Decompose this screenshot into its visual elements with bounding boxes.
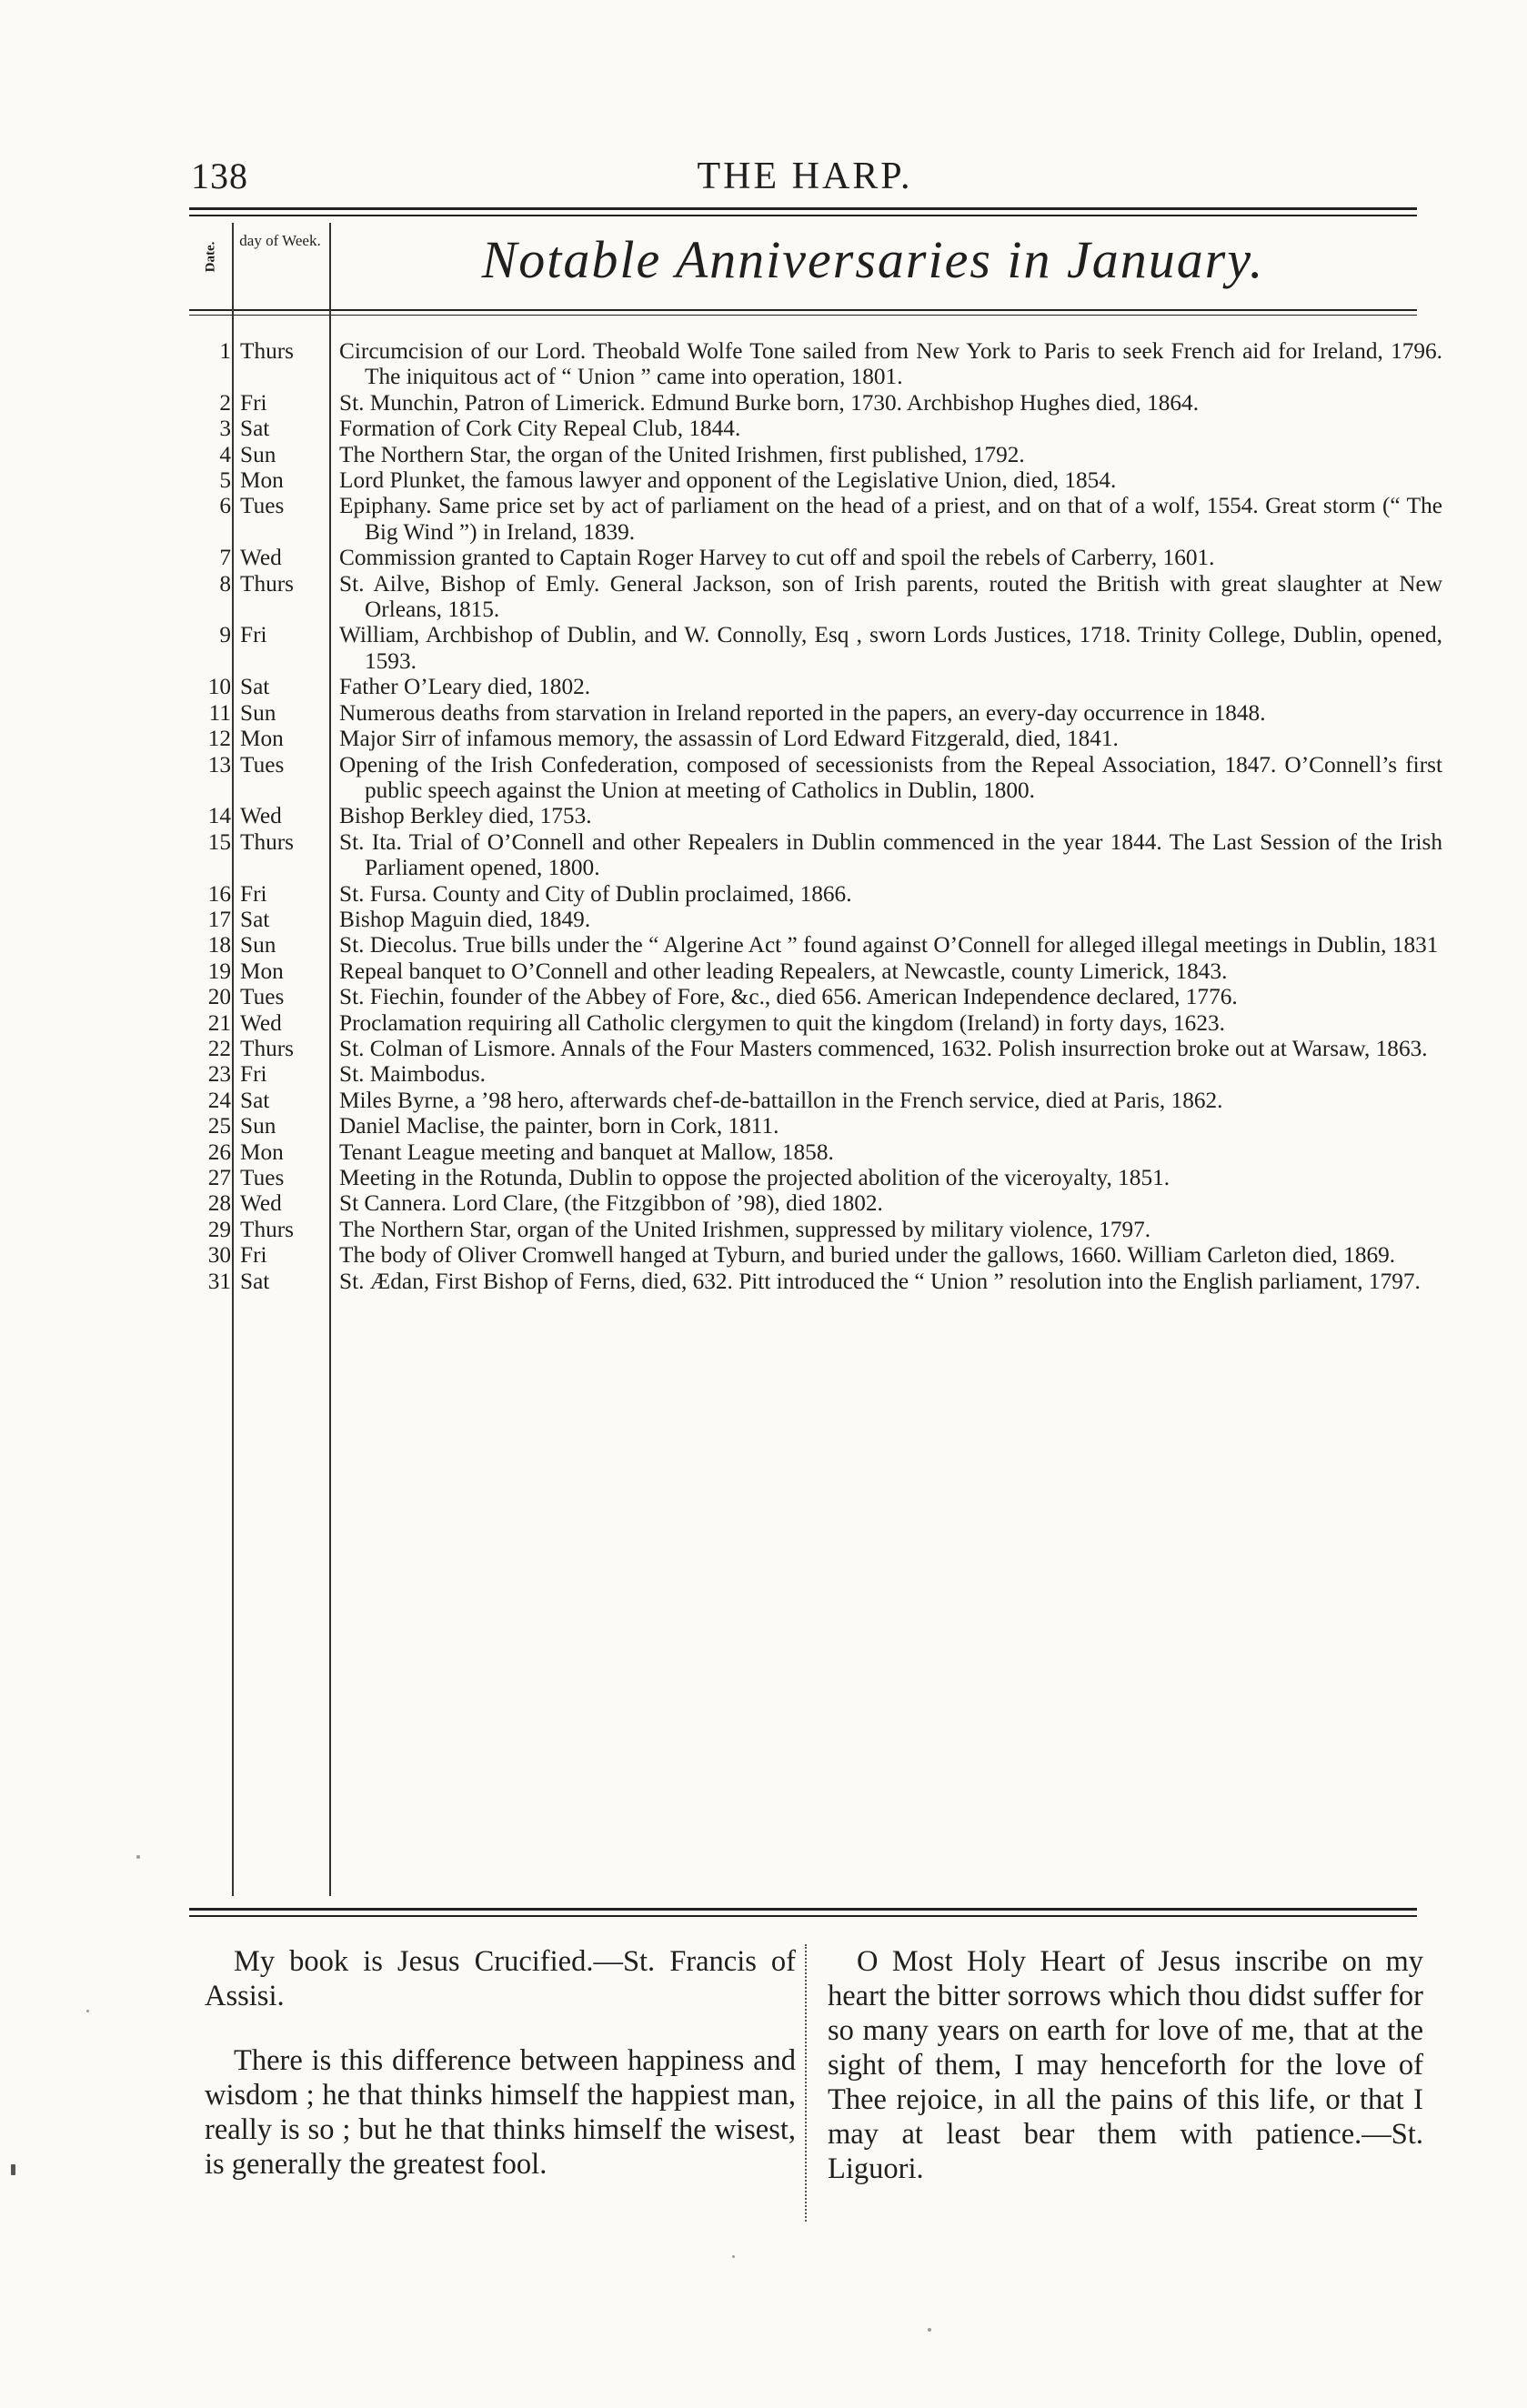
- running-title: THE HARP.: [697, 156, 913, 197]
- anniversary-entry: [189, 984, 1417, 1009]
- header-rule-bottom: [189, 215, 1417, 216]
- entry-date: 8: [219, 570, 231, 597]
- entry-date: 24: [207, 1087, 231, 1113]
- entry-day-of-week: Wed: [240, 1190, 282, 1217]
- entry-day-of-week: Wed: [240, 545, 282, 571]
- entry-text: Bishop Berkley died, 1753.: [339, 803, 592, 829]
- entry-text: Major Sirr of infamous memory, the assassin of Lord Edward Fitzgerald, died, 1841.: [339, 726, 1119, 752]
- entry-day-of-week: Sat: [240, 416, 270, 442]
- entry-day-of-week: Fri: [240, 880, 267, 907]
- entry-day-of-week: Mon: [240, 958, 284, 984]
- entry-date: 21: [207, 1009, 231, 1036]
- table-title: Notable Anniversaries in January.: [481, 230, 1265, 289]
- entry-text: The body of Oliver Cromwell hanged at Tyburn, and buried under the gallows, 1660. William Carleton died, 1869.: [339, 1242, 1396, 1269]
- anniversary-entry: [189, 1139, 1417, 1165]
- anniversary-entry: [189, 751, 1442, 804]
- header-rule-top: [189, 207, 1417, 210]
- entry-day-of-week: Sat: [240, 674, 270, 700]
- entry-day-of-week: Thurs: [240, 570, 295, 597]
- anniversary-entry: [189, 1165, 1417, 1190]
- entry-date: 9: [219, 622, 231, 648]
- anniversary-entry: [189, 1190, 1417, 1216]
- anniversary-entry: [189, 803, 1417, 828]
- entry-date: 7: [219, 545, 231, 571]
- entry-text: Formation of Cork City Repeal Club, 1844.: [339, 416, 741, 442]
- anniversary-entry: [189, 828, 1442, 881]
- table-header-rule: [189, 309, 1417, 311]
- entry-date: 18: [207, 932, 231, 958]
- anniversary-entry: [189, 932, 1439, 958]
- entry-text: St. Diecolus. True bills under the “ Algerine Act ” found against O’Connell for alleged illegal meetings in Dublin, 1831: [339, 932, 1439, 958]
- entry-text: Numerous deaths from starvation in Ireland reported in the papers, an every-day occurrence in 1848.: [339, 699, 1266, 726]
- entry-text: Opening of the Irish Confederation, composed of secessionists from the Repeal Association, 1847. O’Connell’s first public speech against the Union at meeting of Catholics in Dublin, 1800.: [339, 751, 1442, 803]
- table-header-rule-lower: [189, 315, 1417, 316]
- quotes-column-divider: [805, 1944, 807, 2222]
- entry-day-of-week: Sat: [240, 1087, 270, 1113]
- footer-rule-top: [189, 1908, 1417, 1911]
- anniversary-entry: [189, 1061, 1417, 1087]
- entry-day-of-week: Fri: [240, 1061, 267, 1088]
- entry-day-of-week: Tues: [240, 493, 285, 519]
- entry-day-of-week: Fri: [240, 389, 267, 416]
- entry-date: 29: [207, 1216, 231, 1242]
- entry-text: Commission granted to Captain Roger Harvey to cut off and spoil the rebels of Carberry, 1601.: [339, 545, 1215, 571]
- entry-date: 5: [219, 467, 231, 494]
- anniversary-entry: [189, 622, 1442, 674]
- print-speck: [86, 2010, 89, 2012]
- entry-text: The Northern Star, the organ of the United Irishmen, first published, 1792.: [339, 441, 1025, 467]
- entry-text: St. Maimbodus.: [339, 1061, 486, 1088]
- entry-date: 28: [207, 1190, 231, 1217]
- quote-column-right: [828, 1944, 1423, 2186]
- entry-date: 15: [207, 828, 231, 855]
- entry-date: 11: [208, 699, 231, 726]
- entry-text: Lord Plunket, the famous lawyer and opponent of the Legislative Union, died, 1854.: [339, 467, 1117, 494]
- quote-st-liguori: O Most Holy Heart of Jesus inscribe on my heart the bitter sorrows which thou didst suffer for so many years on earth for love of me, that at the sight of them, I may henceforth for the love of Thee rejoice, in all the pains of this life, or that I may at least bear them with patience.—St. Liguori.: [828, 1945, 1423, 2185]
- entry-date: 4: [219, 441, 231, 467]
- quote-happiness-wisdom: There is this difference between happiness and wisdom ; he that thinks himself the happiest man, really is so ; but he that thinks himself the wisest, is generally the greatest fool.: [205, 2044, 796, 2181]
- entry-day-of-week: Sun: [240, 1113, 276, 1139]
- entry-date: 13: [207, 751, 231, 778]
- print-speck: [136, 1855, 140, 1859]
- entry-text: St. Munchin, Patron of Limerick. Edmund Burke born, 1730. Archbishop Hughes died, 1864.: [339, 389, 1200, 416]
- entry-text: Proclamation requiring all Catholic clergymen to quit the kingdom (Ireland) in forty days, 1623.: [339, 1009, 1225, 1036]
- anniversary-entry: [189, 390, 1417, 416]
- entry-day-of-week: Thurs: [240, 1035, 295, 1061]
- entry-date: 16: [207, 880, 231, 907]
- entry-text: St. Ita. Trial of O’Connell and other Repealers in Dublin commenced in the year 1844. The Last Session of the Irish Parliament opened, 1800.: [339, 828, 1442, 881]
- entry-text: Epiphany. Same price set by act of parliament on the head of a priest, and on that of a wolf, 1554. Great storm (“ The Big Wind ”) in Ireland, 1839.: [339, 493, 1442, 545]
- entry-day-of-week: Thurs: [240, 338, 295, 364]
- entry-text: The Northern Star, organ of the United Irishmen, suppressed by military violence, 1797.: [339, 1216, 1151, 1242]
- print-speck: [928, 2328, 931, 2332]
- anniversary-entry: [189, 1242, 1417, 1268]
- anniversary-entry: [189, 674, 1417, 699]
- entry-day-of-week: Tues: [240, 1165, 285, 1190]
- entry-date: 14: [207, 803, 231, 829]
- anniversary-entry: [189, 442, 1417, 467]
- anniversary-entry: [189, 570, 1442, 623]
- entry-text: Daniel Maclise, the painter, born in Cork, 1811.: [339, 1113, 779, 1139]
- entry-date: 12: [207, 726, 231, 752]
- quote-st-francis: My book is Jesus Crucified.—St. Francis of Assisi.: [205, 1945, 796, 2012]
- page-number: 138: [191, 156, 248, 196]
- anniversary-entry: [189, 1217, 1417, 1242]
- anniversary-entry: [189, 545, 1417, 570]
- entry-day-of-week: Sun: [240, 441, 276, 467]
- anniversary-entry: [189, 1035, 1428, 1061]
- anniversary-entry: [189, 1088, 1417, 1113]
- entry-text: Miles Byrne, a ’98 hero, afterwards chef-de-battaillon in the French service, died at Paris, 1862.: [339, 1087, 1223, 1113]
- entry-text: Meeting in the Rotunda, Dublin to oppose the projected abolition of the viceroyalty, 1851.: [339, 1165, 1170, 1190]
- anniversary-entry: [189, 1010, 1417, 1036]
- entry-text: St. Ailve, Bishop of Emly. General Jackson, son of Irish parents, routed the British with great slaughter at New Orleans, 1815.: [339, 570, 1442, 623]
- entry-day-of-week: Wed: [240, 803, 282, 829]
- entry-date: 2: [219, 389, 231, 416]
- entry-text: Repeal banquet to O’Connell and other leading Repealers, at Newcastle, county Limerick, 1843.: [339, 958, 1228, 984]
- entry-date: 26: [207, 1139, 231, 1165]
- entry-day-of-week: Thurs: [240, 828, 295, 855]
- footer-rule-bottom: [189, 1915, 1417, 1917]
- entry-date: 23: [207, 1061, 231, 1088]
- entry-day-of-week: Mon: [240, 1139, 284, 1165]
- quote-column-left: [205, 1944, 796, 2212]
- entry-text: Tenant League meeting and banquet at Mallow, 1858.: [339, 1139, 834, 1165]
- entry-date: 27: [207, 1165, 231, 1190]
- anniversary-entry: [189, 726, 1417, 751]
- running-head: [191, 155, 1419, 209]
- entry-day-of-week: Mon: [240, 726, 284, 752]
- entry-date: 25: [207, 1113, 231, 1139]
- anniversary-entry: [189, 700, 1417, 726]
- entry-date: 1: [219, 338, 231, 364]
- entry-date: 3: [219, 416, 231, 442]
- anniversary-entry: [189, 907, 1417, 932]
- anniversary-entry: [189, 416, 1417, 441]
- entry-text: St. Colman of Lismore. Annals of the Four Masters commenced, 1632. Polish insurrection broke out at Warsaw, 1863.: [339, 1035, 1428, 1061]
- entry-date: 6: [219, 493, 231, 519]
- anniversary-entry: [189, 958, 1417, 984]
- entry-day-of-week: Mon: [240, 467, 284, 494]
- entry-day-of-week: Sun: [240, 932, 276, 958]
- entry-day-of-week: Tues: [240, 751, 285, 778]
- entry-date: 20: [207, 984, 231, 1010]
- entry-text: Father O’Leary died, 1802.: [339, 674, 591, 700]
- entry-date: 31: [207, 1268, 231, 1294]
- entry-date: 10: [207, 674, 231, 700]
- anniversary-entry: [189, 467, 1417, 493]
- entry-text: Circumcision of our Lord. Theobald Wolfe Tone sailed from New York to Paris to seek French aid for Ireland, 1796. The iniquitous act of “ Union ” came into operation, 1801.: [339, 338, 1442, 390]
- entry-day-of-week: Sun: [240, 699, 276, 726]
- entry-text: St. Fiechin, founder of the Abbey of Fore, &c., died 656. American Independence declared, 1776.: [339, 984, 1238, 1010]
- print-speck: [732, 2255, 735, 2258]
- entry-date: 30: [207, 1242, 231, 1269]
- entry-text: Bishop Maguin died, 1849.: [339, 906, 591, 932]
- anniversary-entry: [189, 1113, 1417, 1139]
- entry-day-of-week: Sat: [240, 906, 270, 932]
- anniversary-entry: [189, 1268, 1421, 1294]
- entry-day-of-week: Tues: [240, 984, 285, 1010]
- entry-text: St Cannera. Lord Clare, (the Fitzgibbon of ’98), died 1802.: [339, 1190, 883, 1217]
- entry-text: St. Fursa. County and City of Dublin proclaimed, 1866.: [339, 880, 852, 907]
- anniversary-entry: [189, 493, 1442, 545]
- entry-day-of-week: Thurs: [240, 1216, 295, 1242]
- entry-date: 17: [207, 906, 231, 932]
- day-of-week-column-header: day of Week.: [239, 232, 321, 249]
- anniversary-entry: [189, 338, 1442, 390]
- entry-day-of-week: Wed: [240, 1009, 282, 1036]
- entry-date: 22: [207, 1035, 231, 1061]
- entry-day-of-week: Fri: [240, 622, 267, 648]
- entry-day-of-week: Fri: [240, 1242, 267, 1269]
- entry-day-of-week: Sat: [240, 1268, 270, 1294]
- date-column-header: Date.: [203, 241, 218, 273]
- entry-text: St. Ædan, First Bishop of Ferns, died, 632. Pitt introduced the “ Union ” resolution into the English parliament, 1797.: [339, 1268, 1421, 1294]
- anniversaries-list: [189, 338, 1442, 1294]
- anniversary-entry: [189, 881, 1417, 907]
- entry-text: William, Archbishop of Dublin, and W. Connolly, Esq , sworn Lords Justices, 1718. Trinity College, Dublin, opened, 1593.: [339, 622, 1442, 674]
- entry-date: 19: [207, 958, 231, 984]
- print-speck: [11, 2164, 15, 2175]
